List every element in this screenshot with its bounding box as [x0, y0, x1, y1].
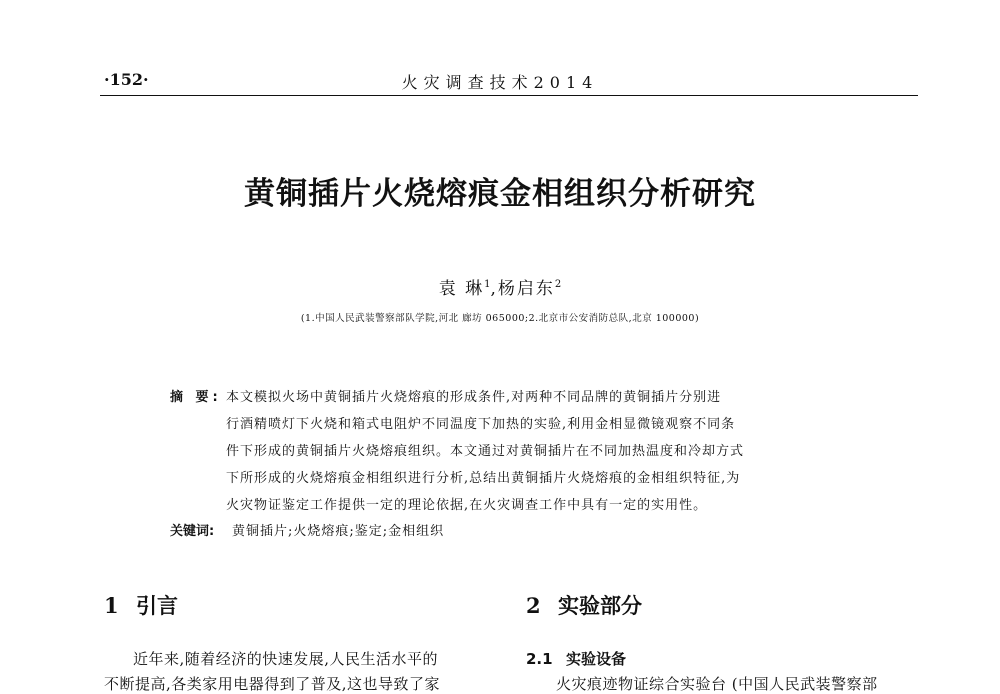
author-name-2: 杨启东	[497, 279, 555, 299]
affiliation: (1.中国人民武装警察部队学院,河北 廊坊 065000;2.北京市公安消防总队,北京 100000)	[300, 313, 700, 324]
section-title: 引言	[136, 593, 178, 618]
author-separator: ,	[490, 279, 498, 299]
author-name-1: 袁 琳	[438, 279, 485, 299]
keywords-text: 黄铜插片;火烧熔痕;鉴定;金相组织	[232, 524, 445, 539]
subsection-number: 2.1	[526, 650, 553, 668]
journal-header: 火灾调查技术2014	[401, 73, 599, 92]
section-heading-experiment	[526, 590, 642, 620]
body-line: 近年来,随着经济的快速发展,人民生活水平的	[133, 650, 439, 668]
subsection-title: 实验设备	[566, 650, 627, 668]
author-list	[0, 274, 1000, 299]
abstract-line: 火灾物证鉴定工作提供一定的理论依据,在火灾调查工作中具有一定的实用性。	[226, 498, 708, 513]
section-title: 实验部分	[558, 593, 642, 618]
header-rule	[100, 95, 918, 96]
section-heading-introduction	[104, 590, 178, 620]
body-line: 火灾痕迹物证综合实验台 (中国人民武装警察部	[556, 675, 878, 693]
author-affil-mark-1: 1	[484, 279, 491, 290]
abstract-line: 件下形成的黄铜插片火烧熔痕组织。本文通过对黄铜插片在不同加热温度和冷却方式	[226, 444, 745, 459]
page-number: ·152·	[104, 70, 149, 89]
body-line: 不断提高,各类家用电器得到了普及,这也导致了家	[104, 675, 441, 693]
subsection-heading-equipment	[526, 648, 626, 669]
abstract-line: 本文模拟火场中黄铜插片火烧熔痕的形成条件,对两种不同品牌的黄铜插片分别进	[226, 390, 722, 405]
author-affil-mark-2: 2	[554, 279, 562, 290]
abstract-label: 摘 要:	[170, 390, 222, 405]
section-number: 2	[526, 593, 541, 618]
paper-title: 黄铜插片火烧熔痕金相组织分析研究	[244, 176, 756, 212]
section-number: 1	[104, 593, 119, 618]
abstract-line: 下所形成的火烧熔痕金相组织进行分析,总结出黄铜插片火烧熔痕的金相组织特征,为	[226, 471, 741, 486]
abstract-line: 行酒精喷灯下火烧和箱式电阻炉不同温度下加热的实验,利用金相显微镜观察不同条	[226, 417, 736, 432]
keywords-label: 关键词:	[170, 524, 215, 539]
